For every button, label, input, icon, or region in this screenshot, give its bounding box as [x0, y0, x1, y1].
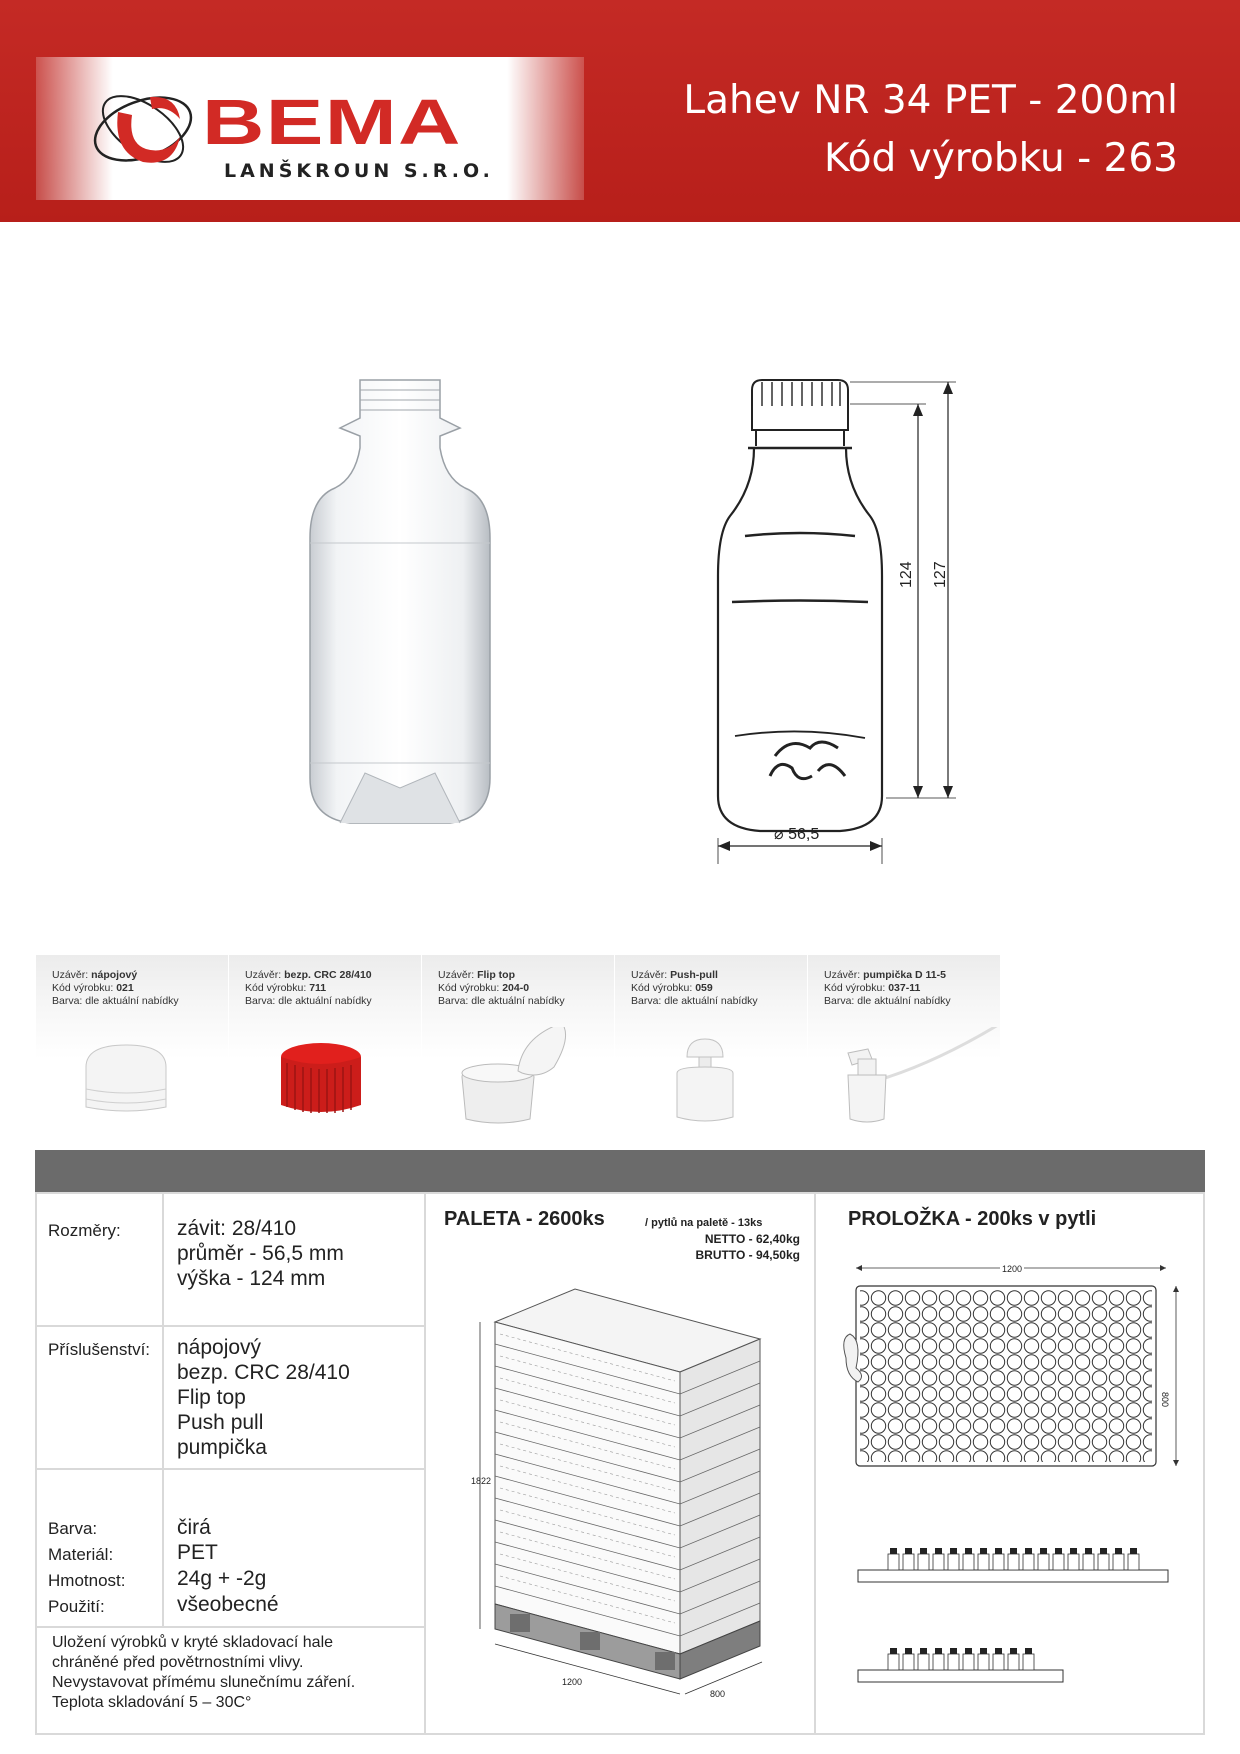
- row-divider: [35, 1468, 425, 1470]
- tray-width-dimension: 1200: [1002, 1264, 1023, 1274]
- pallet-width-dimension: 1200: [562, 1677, 583, 1687]
- flip-top-cap-icon: [422, 1027, 614, 1137]
- material-label: Materiál:: [48, 1545, 114, 1564]
- pallet-height-dimension: 1822: [471, 1476, 492, 1486]
- push-pull-cap-icon: [615, 1027, 807, 1137]
- rozmery-label: Rozměry:: [48, 1221, 121, 1240]
- tray-height-dimension: 800: [1160, 1392, 1170, 1408]
- row-divider: [35, 1626, 425, 1628]
- pallet-illustration: [470, 1284, 780, 1714]
- header-banner: [0, 0, 1240, 222]
- tray-illustration: [836, 1258, 1196, 1698]
- material-value: PET: [177, 1541, 218, 1564]
- closure-info: Uzávěr: pumpička D 11-5 Kód výrobku: 037-11 Barva: dle aktuální nabídky: [824, 969, 951, 1007]
- pump-dispenser-icon: [808, 1027, 1000, 1137]
- closure-card-push-pull: [615, 955, 807, 1145]
- drink-cap-icon: [36, 1027, 228, 1137]
- prislusenstvi-values: nápojový bezp. CRC 28/410 Flip top Push pull pumpička: [177, 1336, 350, 1459]
- closure-card-flip-top: [422, 955, 614, 1145]
- closure-card-crc: [229, 955, 421, 1145]
- bema-emblem-icon: [88, 67, 198, 192]
- pouziti-value: všeobecné: [177, 1593, 279, 1616]
- red-crc-cap-icon: [229, 1027, 421, 1137]
- barva-value: čirá: [177, 1516, 211, 1539]
- paleta-title: PALETA - 2600ks: [444, 1208, 605, 1230]
- hmotnost-label: Hmotnost:: [48, 1571, 126, 1590]
- closure-card-napojovy: [36, 955, 228, 1145]
- bottle-photo: [290, 378, 510, 828]
- paleta-bags-per-pallet: / pytlů na paletě - 13ks: [645, 1217, 763, 1229]
- prislusenstvi-label: Příslušenství:: [48, 1340, 151, 1359]
- closure-info: Uzávěr: Flip top Kód výrobku: 204-0 Barva: dle aktuální nabídky: [438, 969, 565, 1007]
- hmotnost-value: 24g + -2g: [177, 1567, 267, 1590]
- dimension-height-127: 127: [932, 561, 949, 588]
- dimension-height-124: 124: [898, 561, 915, 588]
- brand-subtitle: LANŠKROUN S.R.O.: [224, 160, 494, 182]
- pouziti-label: Použití:: [48, 1597, 105, 1616]
- pallet-depth-dimension: 800: [710, 1689, 726, 1699]
- section-divider-bar: [35, 1150, 1205, 1192]
- brand-name: BEMA: [202, 86, 462, 158]
- company-logo: [36, 57, 584, 200]
- rozmery-values: závit: 28/410 průměr - 56,5 mm výška - 124 mm: [177, 1217, 344, 1290]
- bottle-technical-drawing: [700, 376, 970, 866]
- closure-card-pump: [808, 955, 1000, 1145]
- row-divider: [35, 1325, 425, 1327]
- closure-info: Uzávěr: bezp. CRC 28/410 Kód výrobku: 711 Barva: dle aktuální nabídky: [245, 969, 372, 1007]
- dimension-diameter: ⌀ 56,5: [774, 826, 820, 843]
- product-code-title: Kód výrobku - 263: [823, 136, 1178, 181]
- product-title: Lahev NR 34 PET - 200ml: [683, 78, 1178, 123]
- paleta-brutto: BRUTTO - 94,50kg: [695, 1248, 800, 1262]
- storage-note: Uložení výrobků v kryté skladovací hale chráněné před povětrnostními vlivy. Nevystavovat přímému slunečnímu záření. Teplota skladování 5 – 30C°: [52, 1634, 356, 1711]
- prolozka-title: PROLOŽKA - 200ks v pytli: [848, 1208, 1097, 1230]
- col-divider: [162, 1192, 164, 1628]
- closure-info: Uzávěr: nápojový Kód výrobku: 021 Barva: dle aktuální nabídky: [52, 969, 179, 1007]
- col-divider: [424, 1192, 426, 1735]
- col-divider: [814, 1192, 816, 1735]
- barva-label: Barva:: [48, 1519, 98, 1538]
- closure-info: Uzávěr: Push-pull Kód výrobku: 059 Barva: dle aktuální nabídky: [631, 969, 758, 1007]
- paleta-netto: NETTO - 62,40kg: [704, 1232, 800, 1246]
